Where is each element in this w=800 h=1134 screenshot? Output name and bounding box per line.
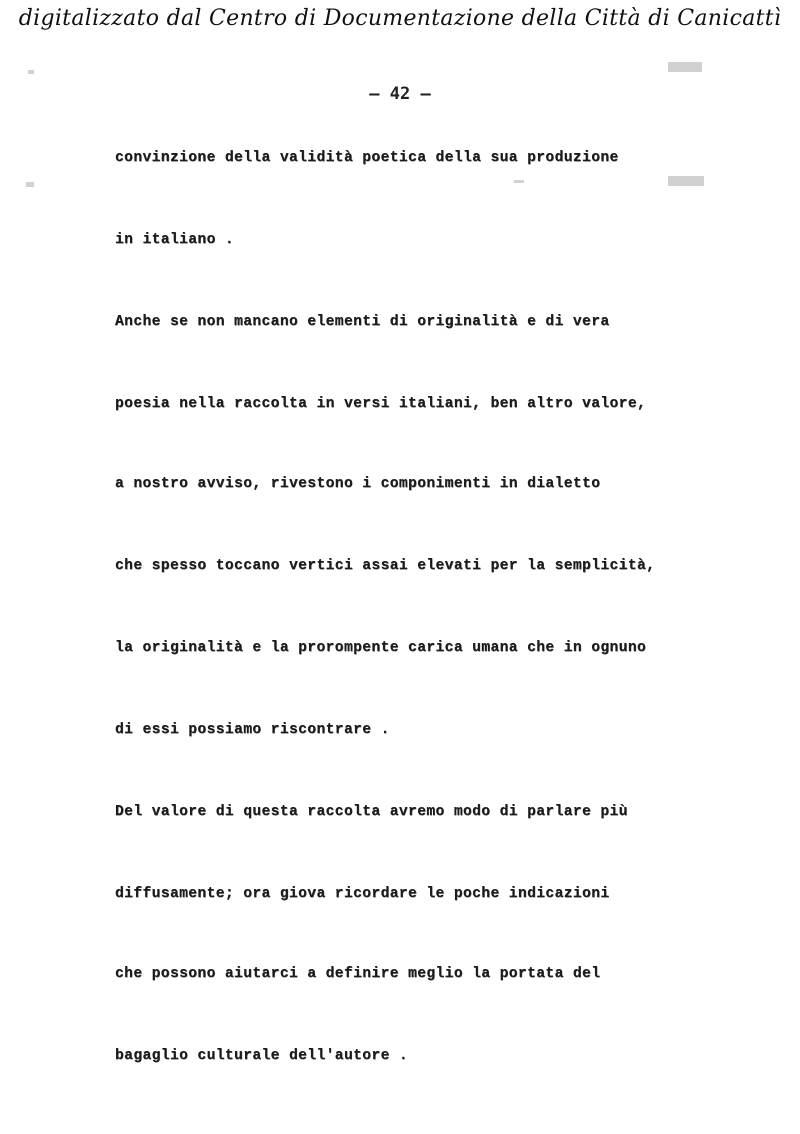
text-line: Anche se non mancano elementi di originalità e di vera — [115, 314, 610, 330]
text-line: la originalità e la prorompente carica umana che in ognuno — [115, 640, 647, 656]
scan-speck — [28, 70, 34, 74]
text-line: di essi possiamo riscontrare . — [115, 722, 390, 738]
scan-speck — [514, 180, 524, 183]
text-line: convinzione della validità poetica della sua produzione — [115, 150, 619, 166]
page-number: – 42 – — [369, 84, 431, 104]
text-line: diffusamente; ora giova ricordare le poche indicazioni — [115, 886, 610, 902]
text-line: che spesso toccano vertici assai elevati per la semplicità, — [115, 558, 656, 574]
scan-speck — [668, 176, 704, 186]
text-line: che possono aiutarci a definire meglio la portata del — [115, 966, 601, 982]
scan-speck — [26, 182, 34, 187]
digitization-watermark: digitalizzato dal Centro di Documentazione della Città di Canicattì — [18, 6, 782, 31]
text-line: a nostro avviso, rivestono i componimenti in dialetto — [115, 476, 601, 492]
text-line: bagaglio culturale dell'autore . — [115, 1048, 409, 1064]
text-line: poesia nella raccolta in versi italiani, ben altro valore, — [115, 396, 647, 412]
scan-speck — [668, 62, 702, 72]
text-line: in italiano . — [115, 232, 235, 248]
text-line: Del valore di questa raccolta avremo modo di parlare più — [115, 804, 628, 820]
